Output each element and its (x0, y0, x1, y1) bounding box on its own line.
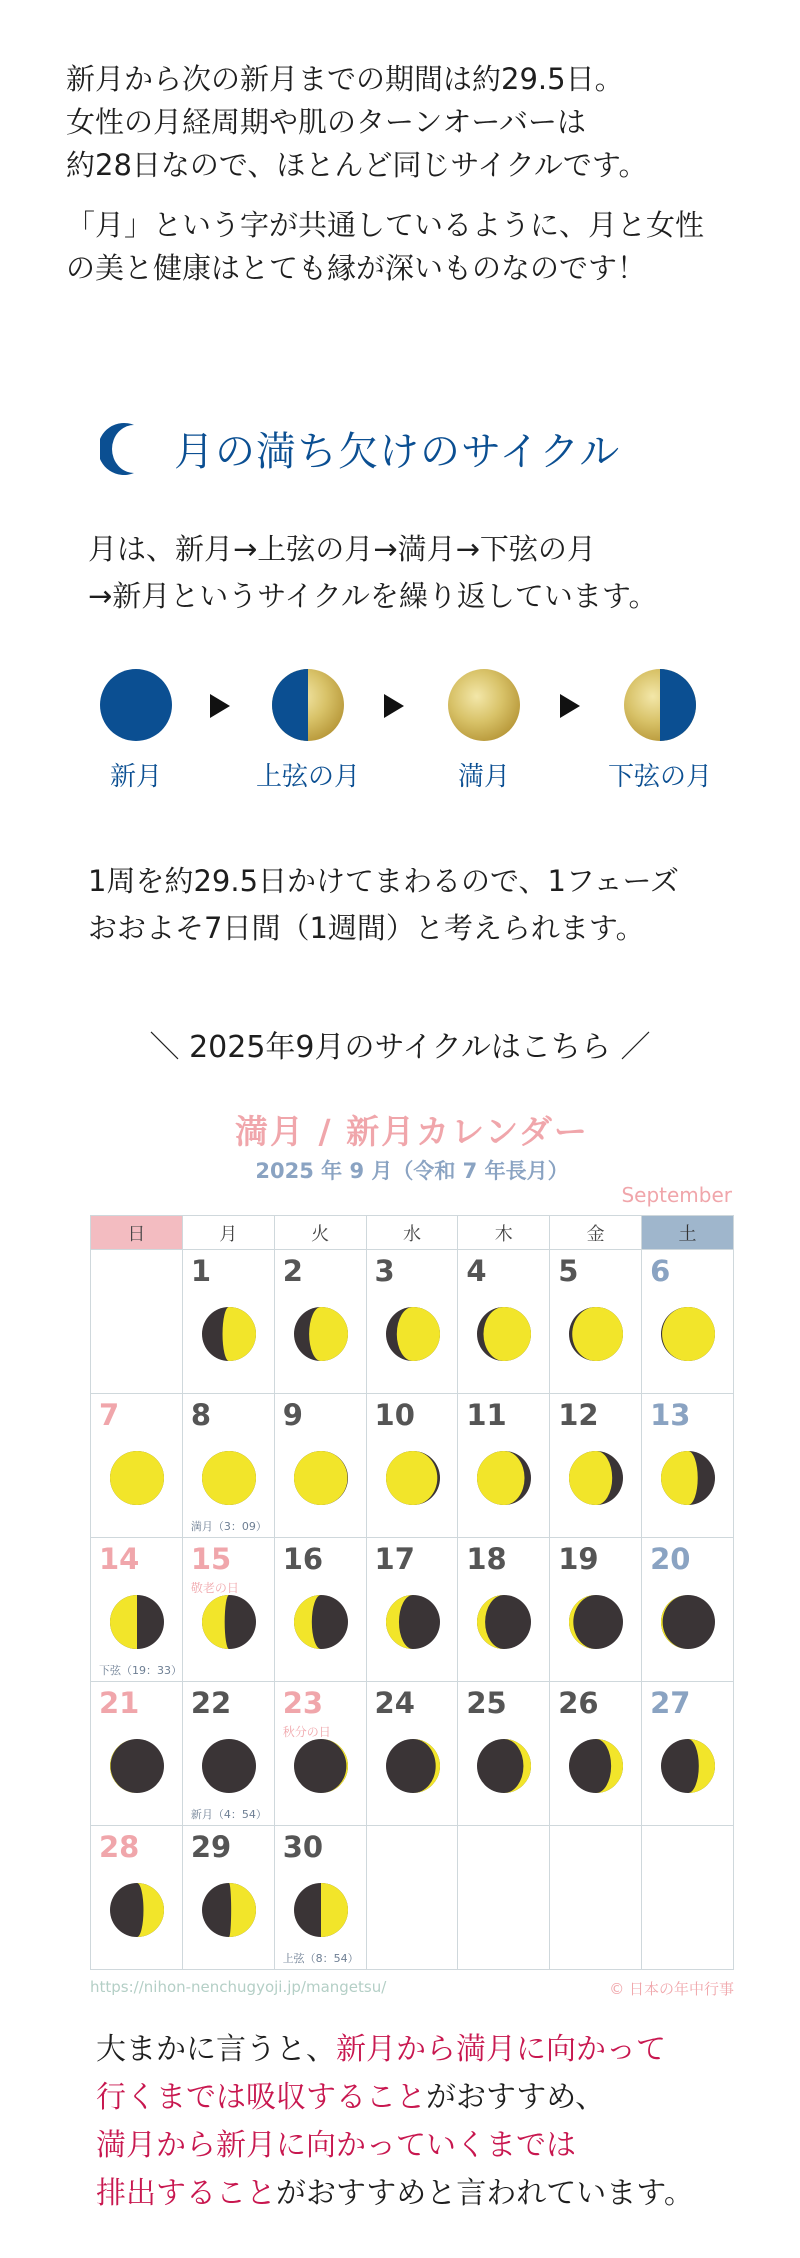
day-number: 8 (190, 1398, 212, 1432)
last-quarter-moon-icon (623, 668, 697, 742)
closing-line-2 (96, 2074, 694, 2122)
calendar-subtitle: 2025 年 9 月（令和 7 年長月） (255, 1159, 569, 1183)
moon-phase-icon (566, 1448, 626, 1508)
day-number: 27 (650, 1686, 691, 1720)
day-number: 14 (99, 1542, 140, 1576)
calendar-day-cell (274, 1826, 366, 1970)
day-number: 30 (282, 1830, 324, 1864)
holiday-label: 秋分の日 (282, 1725, 331, 1739)
intro-line-2: 女性の月経周期や肌のターンオーバーは (66, 105, 586, 139)
intro-text (66, 58, 766, 290)
moon-phase-icon (474, 1448, 534, 1508)
calendar-month-english: September (621, 1183, 732, 1207)
closing-highlight-3: 満月から新月に向かっていくまでは (96, 2128, 576, 2163)
intro-line-4: 「月」という字が共通しているように、月と女性 (66, 208, 705, 242)
day-number: 22 (190, 1686, 232, 1720)
day-number: 23 (282, 1686, 324, 1720)
calendar-day-cell (91, 1394, 183, 1538)
calendar-day-cell (642, 1250, 734, 1394)
calendar-day-cell (91, 1826, 183, 1970)
calendar-day-cell (366, 1682, 458, 1826)
calendar-day-cell (550, 1538, 642, 1682)
new-moon-icon (99, 668, 173, 742)
calendar-day-cell (550, 1394, 642, 1538)
phase-label-new: 新月 (109, 762, 162, 792)
calendar-day-cell (458, 1250, 550, 1394)
phase-first-quarter (228, 668, 388, 793)
moon-phase-icon (291, 1304, 351, 1364)
calendar-day-cell (91, 1682, 183, 1826)
moon-phase-icon (566, 1304, 626, 1364)
closing-line-4-plain: がおすすめと言われています。 (276, 2176, 694, 2211)
day-number: 2 (282, 1254, 303, 1288)
phase-full-moon (404, 668, 564, 793)
calendar-day-cell (366, 1250, 458, 1394)
day-number: 17 (374, 1542, 415, 1576)
weekday-header: 火 (274, 1216, 366, 1250)
calendar-day-cell (458, 1394, 550, 1538)
weekday-header: 水 (366, 1216, 458, 1250)
day-number: 10 (374, 1398, 415, 1432)
weekday-header: 土 (642, 1216, 734, 1250)
moon-phase-icon (658, 1736, 718, 1796)
day-number: 7 (99, 1398, 120, 1432)
weekday-header: 日 (91, 1216, 183, 1250)
phase-new-moon (56, 668, 216, 793)
phase-label-first-quarter: 上弦の月 (255, 762, 360, 792)
calendar-heading: ＼ 2025年9月のサイクルはこちら ／ (149, 1030, 651, 1065)
calendar-empty-cell (642, 1826, 734, 1970)
calendar-day-cell (366, 1394, 458, 1538)
calendar-body (91, 1250, 734, 1970)
intro-line-3: 約28日なので、ほとんど同じサイクルです。 (66, 148, 648, 182)
moon-phase-sequence (0, 668, 800, 798)
calendar-day-cell (274, 1250, 366, 1394)
calendar-day-cell (182, 1682, 274, 1826)
moon-phase-icon (566, 1736, 626, 1796)
calendar-week-row (91, 1682, 734, 1826)
moon-phase-icon (474, 1736, 534, 1796)
calendar-day-cell (182, 1250, 274, 1394)
closing-line-4 (96, 2170, 694, 2218)
cycle-description (88, 526, 658, 620)
day-number: 11 (466, 1398, 507, 1432)
closing-highlight-2: 行くまでは吸収すること (96, 2080, 426, 2115)
closing-text (96, 2026, 694, 2218)
calendar-day-cell (274, 1682, 366, 1826)
intro-line-1: 新月から次の新月までの期間は約29.5日。 (66, 62, 624, 96)
calendar-empty-cell (458, 1826, 550, 1970)
moon-phase-icon (658, 1304, 718, 1364)
phase-time-note: 下弦（19：33） (99, 1664, 182, 1677)
moon-phase-icon (107, 1736, 167, 1796)
duration-description (88, 858, 679, 952)
day-number: 19 (558, 1542, 599, 1576)
intro-line-5: の美と健康はとても縁が深いものなのです！ (66, 251, 647, 285)
day-number: 18 (466, 1542, 507, 1576)
phase-last-quarter (580, 668, 740, 793)
calendar-grid (90, 1215, 734, 1970)
arrow-right-icon (560, 694, 580, 718)
crescent-moon-icon (100, 421, 148, 477)
calendar-day-cell (182, 1826, 274, 1970)
day-number: 26 (558, 1686, 599, 1720)
day-number: 16 (282, 1542, 324, 1576)
closing-highlight-1: 新月から満月に向かって (336, 2032, 666, 2067)
day-number: 3 (374, 1254, 395, 1288)
phase-label-full: 満月 (457, 762, 510, 792)
calendar-source-url[interactable]: https://nihon-nenchugyoji.jp/mangetsu/ (90, 1978, 387, 1996)
calendar-day-cell (642, 1682, 734, 1826)
moon-phase-icon (383, 1592, 443, 1652)
day-number: 1 (190, 1254, 212, 1288)
day-number: 5 (558, 1254, 579, 1288)
day-number: 21 (99, 1686, 140, 1720)
day-number: 28 (99, 1830, 140, 1864)
calendar-week-row (91, 1250, 734, 1394)
moon-phase-icon (199, 1592, 259, 1652)
calendar-day-cell (642, 1538, 734, 1682)
section-heading (100, 420, 620, 477)
calendar-week-row (91, 1826, 734, 1970)
calendar-title: 満月 / 新月カレンダー (235, 1112, 589, 1151)
moon-phase-icon (107, 1592, 167, 1652)
day-number: 9 (282, 1398, 303, 1432)
cycle-line-2: →新月というサイクルを繰り返しています。 (88, 579, 658, 613)
intro-paragraph-2 (66, 204, 766, 290)
first-quarter-moon-icon (271, 668, 345, 742)
weekday-header: 月 (182, 1216, 274, 1250)
moon-phase-icon (383, 1736, 443, 1796)
weekday-header-row (91, 1216, 734, 1250)
calendar-day-cell (274, 1538, 366, 1682)
calendar-day-cell (182, 1538, 274, 1682)
moon-phase-icon (291, 1448, 351, 1508)
arrow-right-icon (384, 694, 404, 718)
calendar-empty-cell (550, 1826, 642, 1970)
calendar-week-row (91, 1394, 734, 1538)
day-number: 12 (558, 1398, 599, 1432)
closing-line-1 (96, 2026, 694, 2074)
moon-phase-icon (291, 1880, 351, 1940)
moon-phase-icon (658, 1592, 718, 1652)
moon-phase-icon (291, 1736, 351, 1796)
moon-phase-icon (383, 1448, 443, 1508)
section-title: 月の満ち欠けのサイクル (174, 429, 621, 475)
day-number: 24 (374, 1686, 415, 1720)
moon-phase-icon (566, 1592, 626, 1652)
closing-line-3 (96, 2122, 694, 2170)
holiday-label: 敬老の日 (190, 1581, 239, 1595)
moon-phase-icon (658, 1448, 718, 1508)
calendar-day-cell (550, 1682, 642, 1826)
duration-line-2: おおよそ7日間（1週間）と考えられます。 (88, 911, 645, 945)
moon-phase-icon (199, 1304, 259, 1364)
closing-line-2-plain: がおすすめ、 (426, 2080, 606, 2115)
closing-highlight-4: 排出すること (96, 2176, 276, 2211)
moon-phase-icon (199, 1448, 259, 1508)
phase-time-note: 上弦（8：54） (282, 1952, 359, 1965)
arrow-right-icon (210, 694, 230, 718)
calendar-day-cell (91, 1538, 183, 1682)
calendar-day-cell (458, 1682, 550, 1826)
calendar-week-row (91, 1538, 734, 1682)
phase-time-note: 満月（3：09） (190, 1520, 267, 1533)
phase-label-last-quarter: 下弦の月 (607, 762, 712, 792)
cycle-line-1: 月は、新月→上弦の月→満月→下弦の月 (88, 532, 596, 566)
calendar-day-cell (366, 1538, 458, 1682)
closing-line-1-plain: 大まかに言うと、 (96, 2032, 336, 2067)
day-number: 29 (190, 1830, 232, 1864)
calendar-empty-cell (91, 1250, 183, 1394)
day-number: 13 (650, 1398, 691, 1432)
day-number: 25 (466, 1686, 507, 1720)
calendar-footer (90, 1978, 734, 1999)
calendar-day-cell (458, 1538, 550, 1682)
moon-calendar (90, 1106, 734, 1999)
moon-phase-icon (383, 1304, 443, 1364)
moon-phase-icon (107, 1880, 167, 1940)
calendar-day-cell (642, 1394, 734, 1538)
moon-phase-icon (107, 1448, 167, 1508)
day-number: 4 (466, 1254, 487, 1288)
day-number: 15 (190, 1542, 232, 1576)
moon-phase-icon (199, 1880, 259, 1940)
duration-line-1: 1周を約29.5日かけてまわるので、1フェーズ (88, 864, 679, 898)
calendar-credit: © 日本の年中行事 (609, 1980, 734, 1998)
moon-phase-icon (474, 1304, 534, 1364)
full-moon-icon (447, 668, 521, 742)
moon-phase-icon (291, 1592, 351, 1652)
day-number: 20 (650, 1542, 691, 1576)
calendar-day-cell (182, 1394, 274, 1538)
calendar-empty-cell (366, 1826, 458, 1970)
moon-phase-icon (474, 1592, 534, 1652)
moon-phase-icon (199, 1736, 259, 1796)
phase-time-note: 新月（4：54） (190, 1808, 267, 1821)
calendar-day-cell (550, 1250, 642, 1394)
weekday-header: 金 (550, 1216, 642, 1250)
day-number: 6 (650, 1254, 671, 1288)
weekday-header: 木 (458, 1216, 550, 1250)
calendar-day-cell (274, 1394, 366, 1538)
